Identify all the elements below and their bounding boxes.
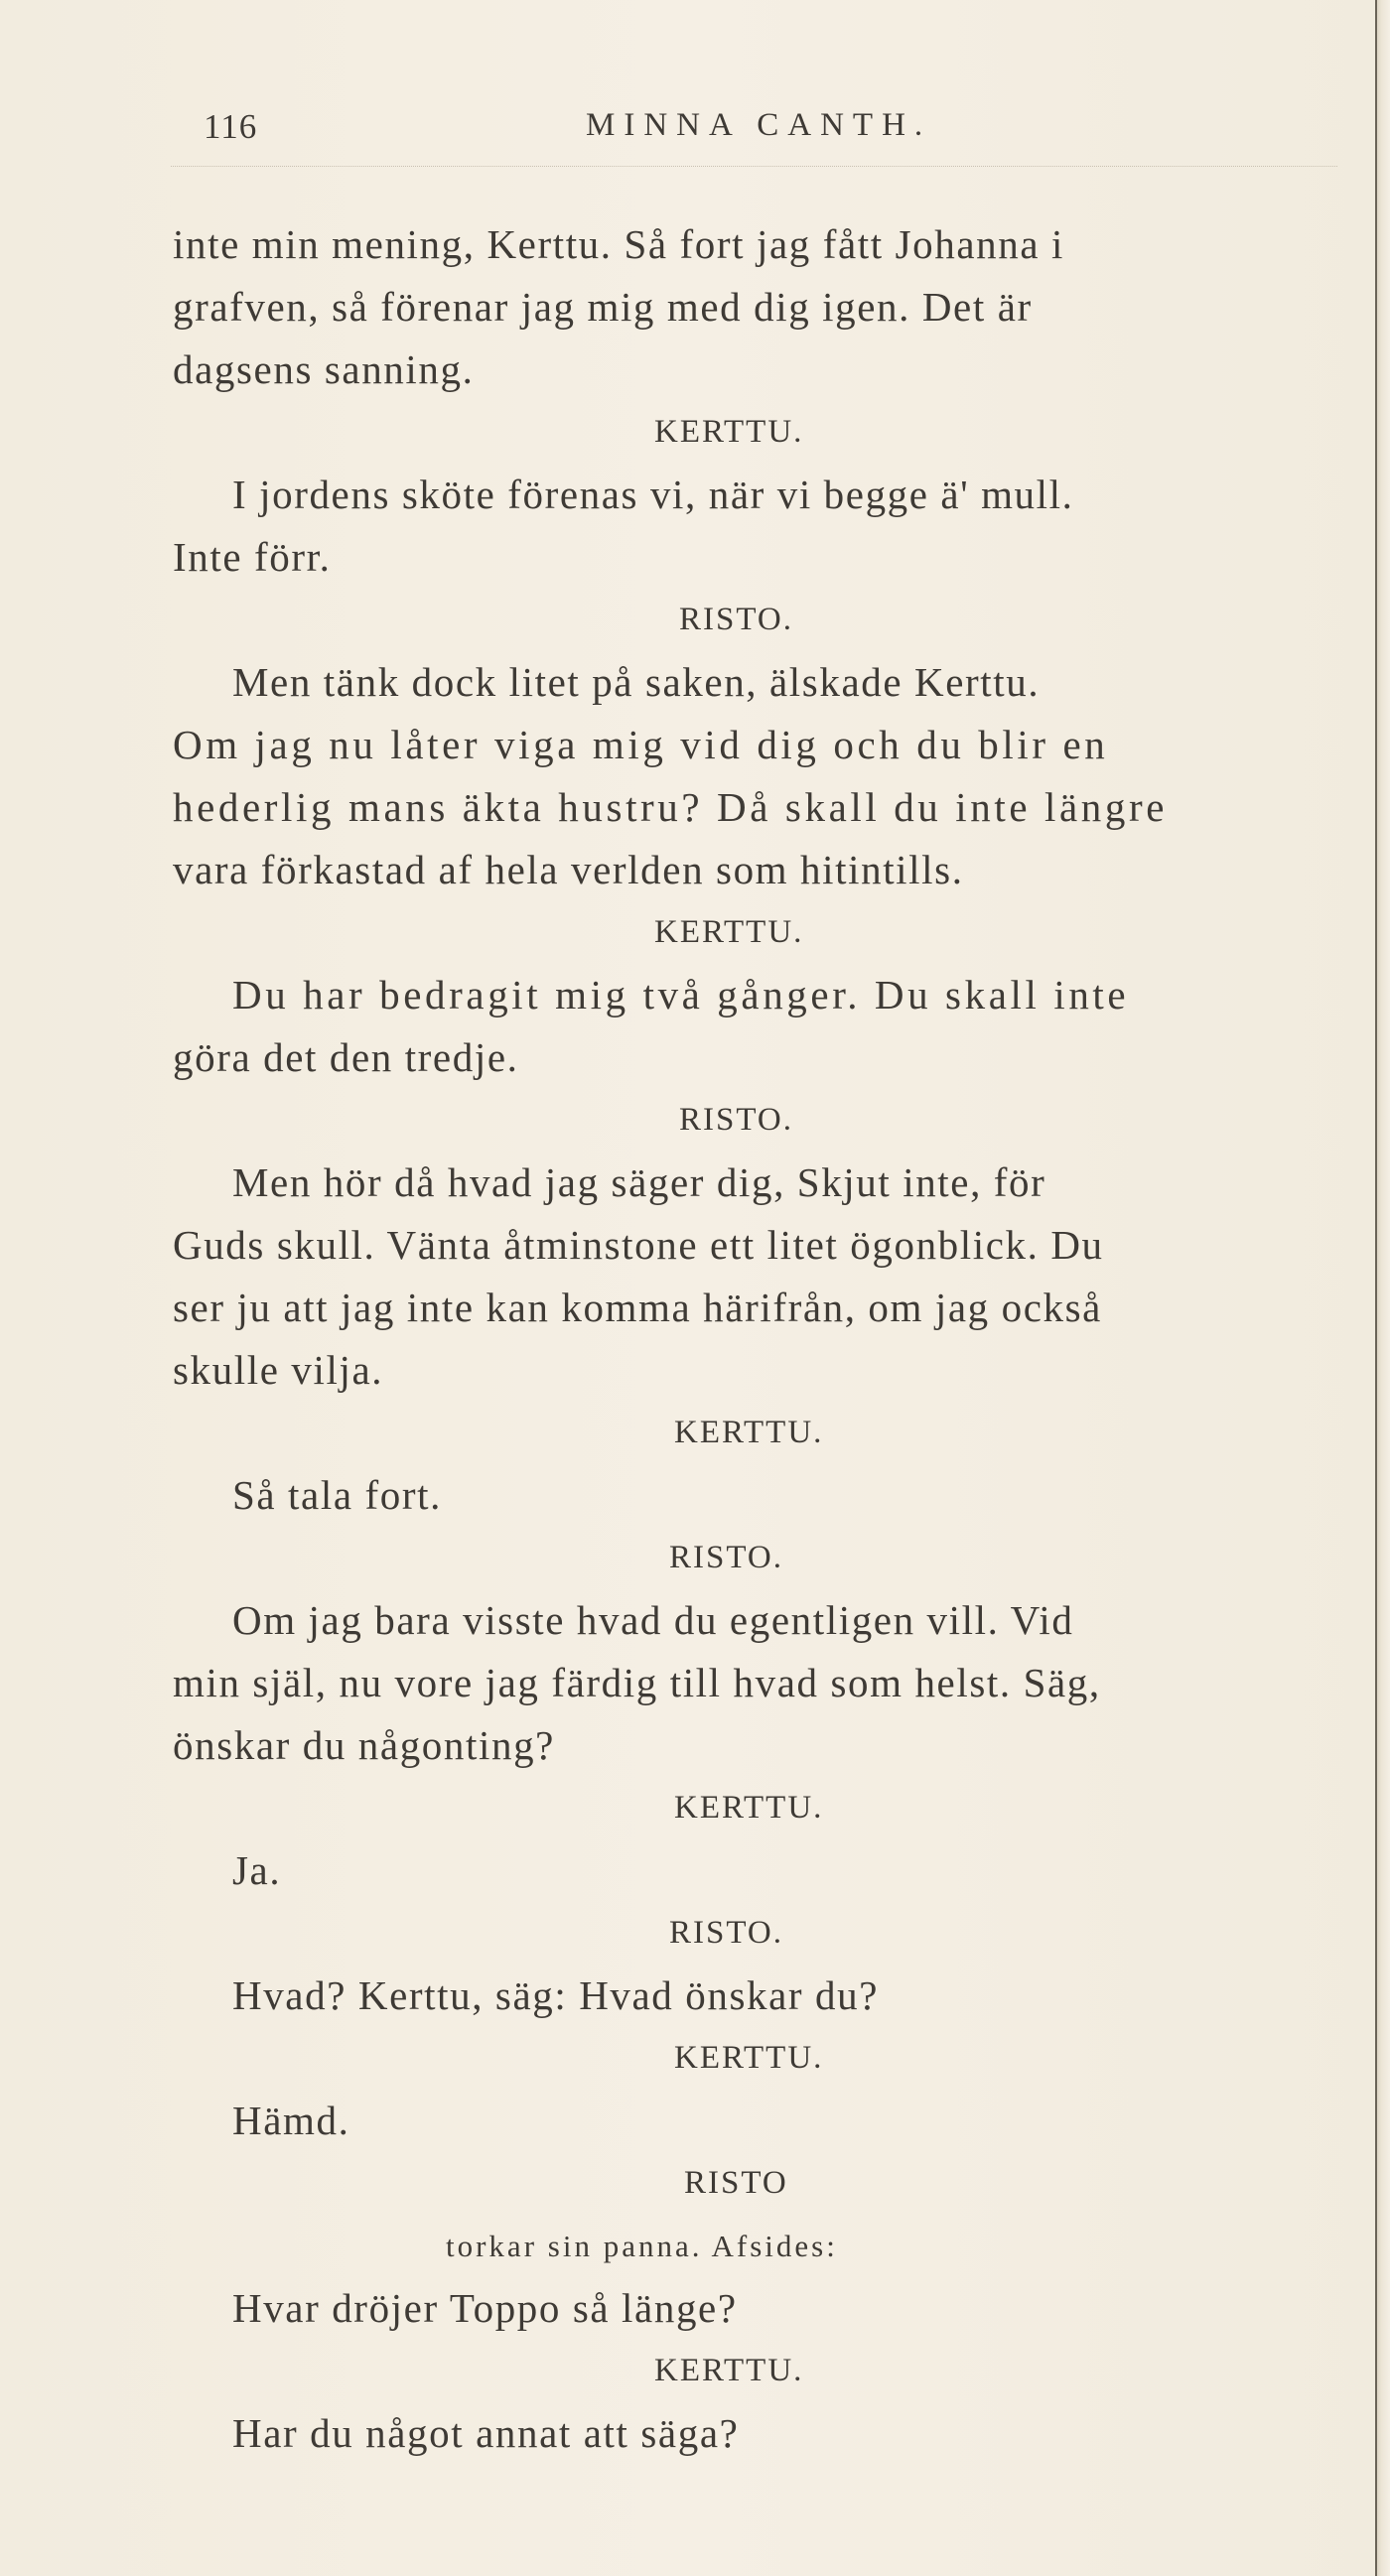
dialogue-line: hederlig mans äkta hustru? Då skall du inte längre — [173, 784, 1169, 830]
dialogue-line: Har du något annat att säga? — [232, 2410, 740, 2456]
dialogue-line: Hämd. — [232, 2098, 350, 2143]
dialogue-line: ser ju att jag inte kan komma härifrån, om jag också — [173, 1285, 1102, 1330]
play-text — [173, 213, 1344, 2465]
page-edge — [1375, 0, 1390, 2576]
speaker-name: RISTO. — [669, 1540, 783, 1575]
dialogue-line: min själ, nu vore jag färdig till hvad som helst. Säg, — [173, 1660, 1101, 1705]
dialogue-line: göra det den tredje. — [173, 1034, 519, 1080]
dialogue-line: skulle vilja. — [173, 1347, 384, 1393]
header-rule — [171, 166, 1337, 167]
dialogue-line: Du har bedragit mig två gånger. Du skall inte — [232, 972, 1130, 1017]
dialogue-line: Hvad? Kerttu, säg: Hvad önskar du? — [232, 1972, 880, 2018]
dialogue-line: grafven, så förenar jag mig med dig igen. Det är — [173, 284, 1033, 330]
dialogue-line: Så tala fort. — [232, 1472, 442, 1518]
speaker-name: KERTTU. — [654, 914, 804, 950]
page-number: 116 — [204, 107, 258, 146]
dialogue-line: inte min mening, Kerttu. Så fort jag fått Johanna i — [173, 221, 1064, 267]
speaker-name: RISTO. — [669, 1915, 783, 1951]
speaker-name: KERTTU. — [674, 1415, 824, 1450]
page-header — [0, 99, 1390, 159]
speaker-name: KERTTU. — [674, 2040, 824, 2076]
speaker-name: RISTO. — [679, 1102, 793, 1138]
dialogue-line: dagsens sanning. — [173, 346, 475, 392]
dialogue-line: I jordens sköte förenas vi, när vi begge ä' mull. — [232, 472, 1074, 517]
stage-direction: torkar sin panna. Afsides: — [446, 2229, 838, 2263]
dialogue-line: Men tänk dock litet på saken, älskade Kerttu. — [232, 659, 1041, 705]
dialogue-line: Om jag bara visste hvad du egentligen vill. Vid — [232, 1597, 1074, 1643]
speaker-name: RISTO. — [679, 602, 793, 637]
dialogue-line: vara förkastad af hela verlden som hitintills. — [173, 847, 964, 892]
running-head: MINNA CANTH. — [586, 107, 932, 143]
speaker-name: KERTTU. — [674, 1790, 824, 1826]
dialogue-line: Inte förr. — [173, 534, 332, 580]
speaker-name: KERTTU. — [654, 2353, 804, 2388]
speaker-name: RISTO — [684, 2165, 788, 2201]
dialogue-line: Men hör då hvad jag säger dig, Skjut inte, för — [232, 1159, 1046, 1205]
dialogue-line: Hvar dröjer Toppo så länge? — [232, 2285, 738, 2331]
dialogue-line: Om jag nu låter viga mig vid dig och du blir en — [173, 722, 1109, 767]
dialogue-line: Ja. — [232, 1847, 282, 1893]
dialogue-line: Guds skull. Vänta åtminstone ett litet ögonblick. Du — [173, 1222, 1104, 1268]
dialogue-line: önskar du någonting? — [173, 1722, 555, 1768]
speaker-name: KERTTU. — [654, 414, 804, 450]
